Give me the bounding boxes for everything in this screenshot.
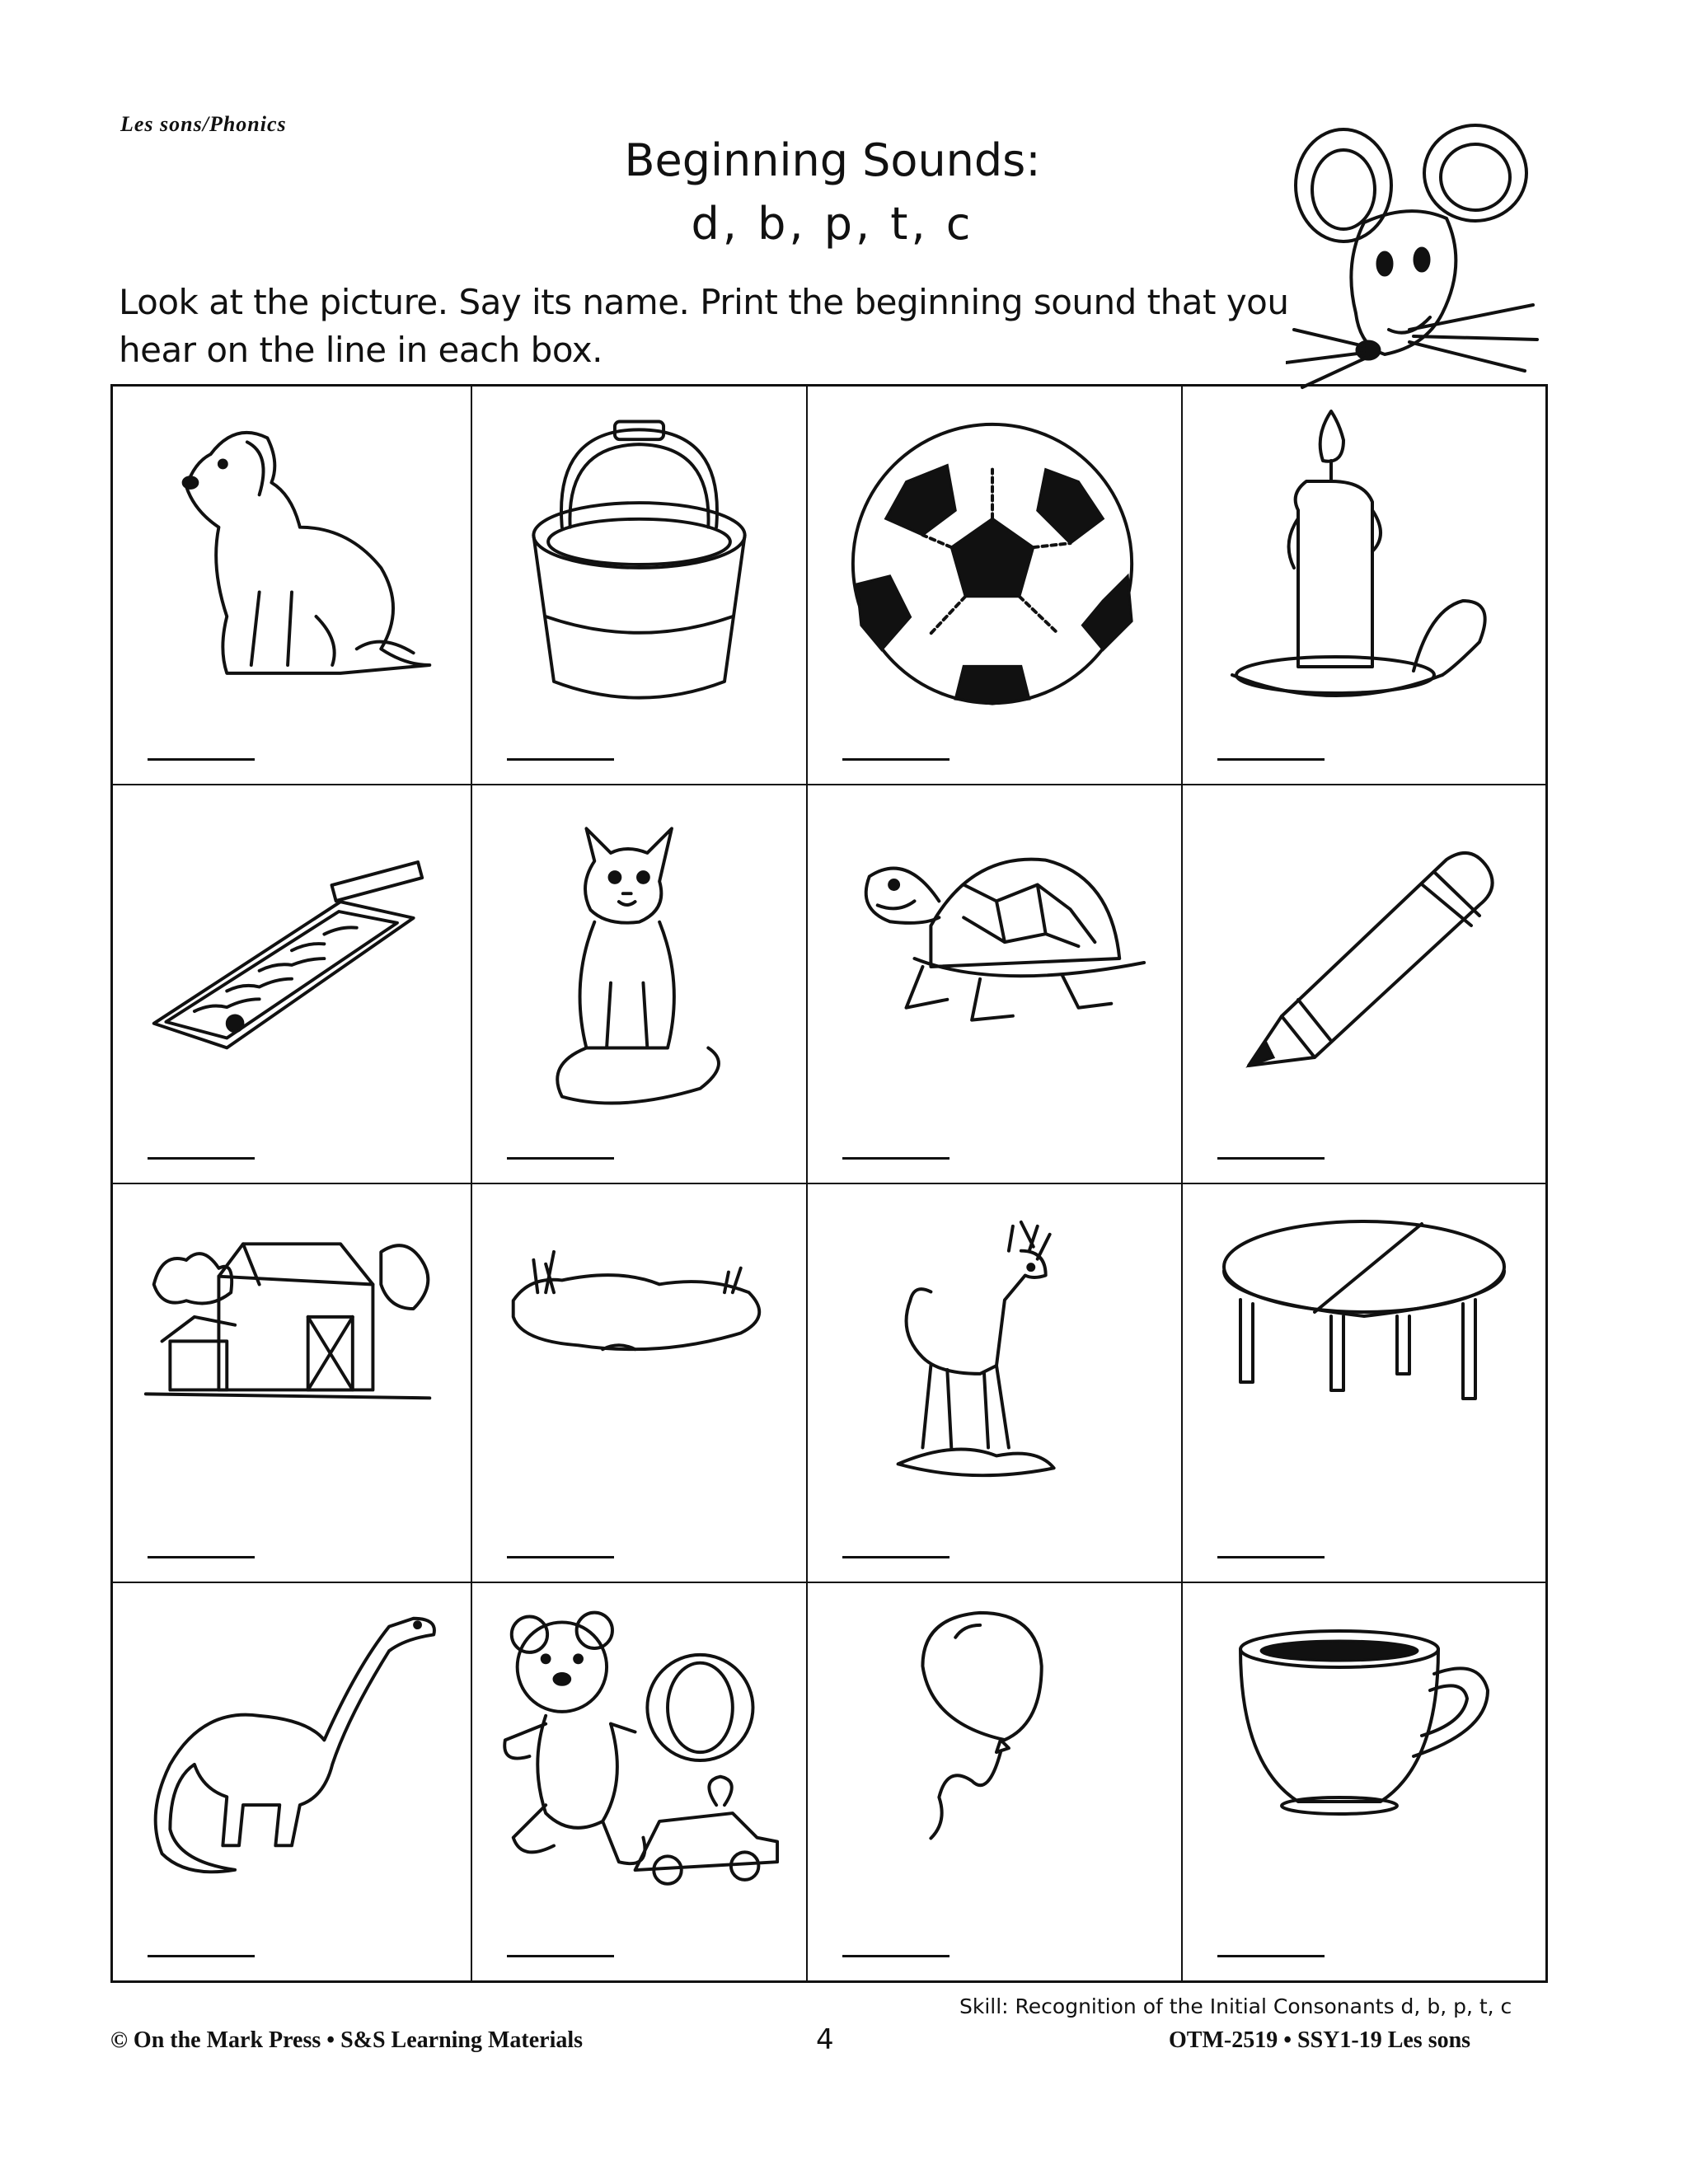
product-code: OTM-2519 • SSY1-19 Les sons xyxy=(1169,2027,1471,2053)
cup-icon xyxy=(1207,1600,1521,1921)
answer-line[interactable] xyxy=(842,1157,950,1160)
grid-cell xyxy=(808,1583,1183,1980)
grid-cell xyxy=(808,785,1183,1184)
page-title: Beginning Sounds: xyxy=(624,134,1041,186)
bucket-icon xyxy=(497,403,781,724)
grid-cell xyxy=(113,1583,472,1980)
barn-icon xyxy=(138,1201,446,1522)
answer-line[interactable] xyxy=(148,1157,255,1160)
picture-grid xyxy=(110,384,1548,1983)
grid-cell xyxy=(1183,387,1545,785)
grid-cell xyxy=(113,1184,472,1583)
pond-icon xyxy=(497,1201,781,1522)
grid-cell xyxy=(1183,1583,1545,1980)
skill-note: Skill: Recognition of the Initial Consonants d, b, p, t, c xyxy=(959,1994,1512,2018)
toys-icon xyxy=(497,1600,781,1921)
grid-cell xyxy=(472,387,808,785)
deer-icon xyxy=(832,1201,1156,1522)
grid-cell xyxy=(808,387,1183,785)
grid-cell xyxy=(113,785,472,1184)
grid-cell xyxy=(113,387,472,785)
grid-cell xyxy=(1183,1184,1545,1583)
balloon-icon xyxy=(832,1600,1156,1921)
mouse-icon xyxy=(1286,124,1541,396)
answer-line[interactable] xyxy=(507,1157,614,1160)
section-label: Les sons/Phonics xyxy=(120,112,287,136)
answer-line[interactable] xyxy=(842,1556,950,1558)
grid-cell xyxy=(472,785,808,1184)
page-number: 4 xyxy=(816,2023,834,2056)
answer-line[interactable] xyxy=(507,1955,614,1957)
ball-icon xyxy=(832,403,1156,724)
answer-line[interactable] xyxy=(1217,1955,1325,1957)
dinosaur-icon xyxy=(138,1600,446,1921)
pencil-icon xyxy=(1207,802,1521,1123)
answer-line[interactable] xyxy=(148,1955,255,1957)
answer-line[interactable] xyxy=(842,1955,950,1957)
answer-line[interactable] xyxy=(1217,1556,1325,1558)
cat-icon xyxy=(497,802,781,1123)
dog-icon xyxy=(138,403,446,724)
copyright: © On the Mark Press • S&S Learning Materials xyxy=(110,2027,584,2053)
answer-line[interactable] xyxy=(1217,758,1325,761)
instructions: Look at the picture. Say its name. Print the beginning sound that you hear on the line in each box. xyxy=(119,282,1289,370)
grid-cell xyxy=(472,1583,808,1980)
answer-line[interactable] xyxy=(148,758,255,761)
answer-line[interactable] xyxy=(1217,1157,1325,1160)
page-subtitle: d, b, p, t, c xyxy=(691,198,974,250)
answer-line[interactable] xyxy=(507,758,614,761)
grid-cell xyxy=(1183,785,1545,1184)
grid-cell xyxy=(472,1184,808,1583)
candle-icon xyxy=(1207,403,1521,724)
answer-line[interactable] xyxy=(148,1556,255,1558)
grid-cell xyxy=(808,1184,1183,1583)
answer-line[interactable] xyxy=(842,758,950,761)
pool-icon xyxy=(138,802,446,1123)
turtle-icon xyxy=(832,802,1156,1123)
answer-line[interactable] xyxy=(507,1556,614,1558)
table-icon xyxy=(1207,1201,1521,1522)
